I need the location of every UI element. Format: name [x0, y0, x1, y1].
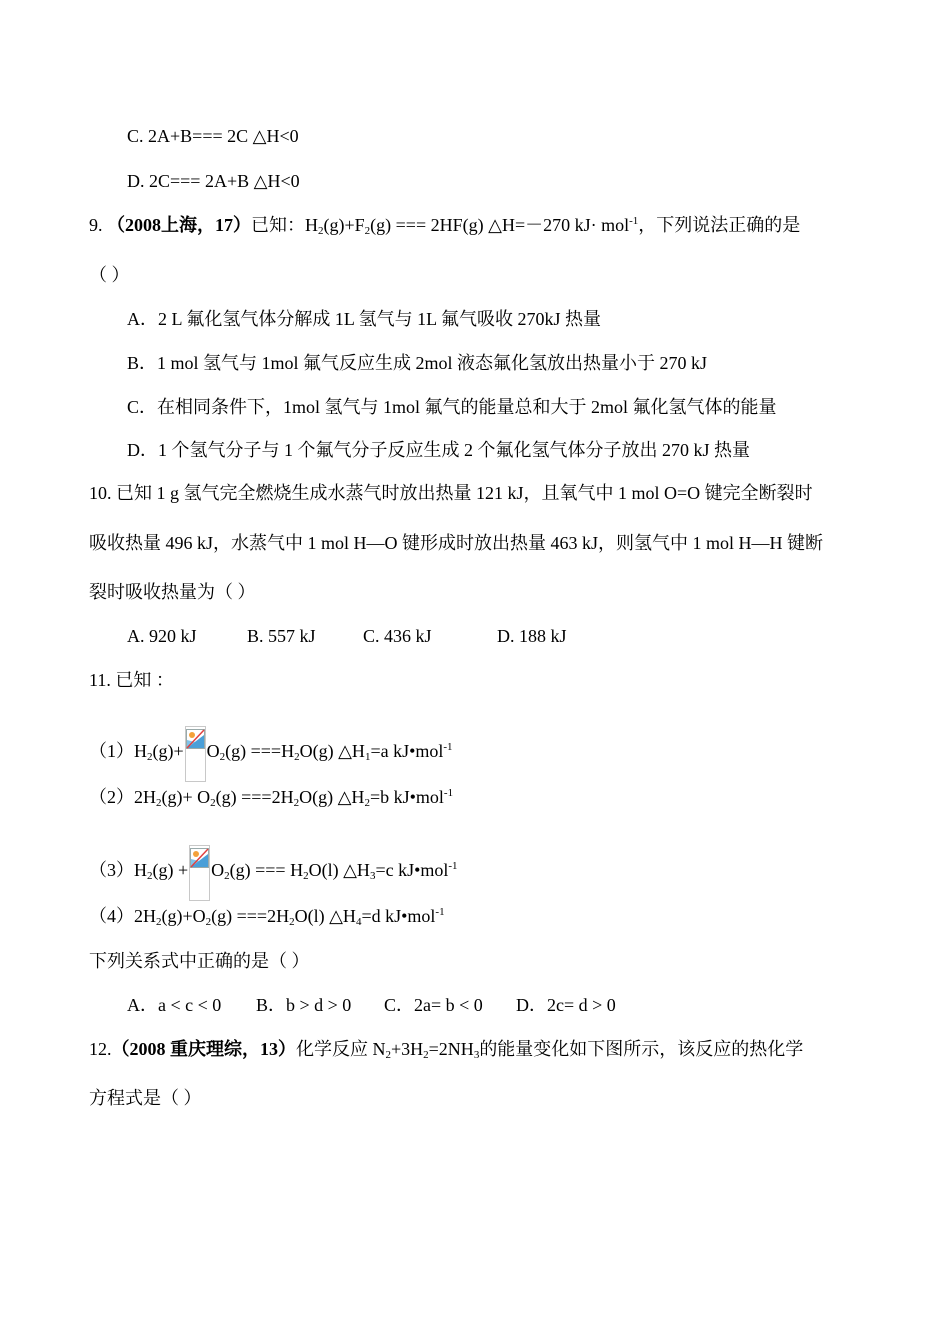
q10-option-c: C. 436 kJ: [363, 626, 432, 646]
q11-equation-1: $(1)H_2(g)+$ $O_2(g) ===H_2O(g)$ $\triangle H_1=a$ kJ•mol$^{-1}$: [89, 726, 453, 782]
q9-option-c: C．在相同条件下，1mol 氢气与 1mol 氟气的能量总和大于 2mol 氟化氢气体的能量: [127, 397, 777, 417]
q9-stem: 9. （2008上海，17）已知：$H_2(g)+F_2(g)$ === 2HF(g) △H=－270 kJ· mol$^{-1}$，下列说法正确的是: [89, 215, 801, 237]
q9-option-d: D．1 个氢气分子与 1 个氟气分子反应生成 2 个氟化氢气体分子放出 270 kJ 热量: [127, 440, 751, 460]
q9-option-a: A．2 L 氟化氢气体分解成 1L 氢气与 1L 氟气吸收 270kJ 热量: [127, 309, 601, 329]
q11-intro: 11. 已知 ：: [89, 670, 174, 690]
q11-equation-2: $(2)2H_2(g)+ O_2(g) ===2H_2O(g)$ $\triangle H_2=b$ kJ•mol$^{-1}$: [89, 787, 454, 809]
q9-answer-paren: （ ）: [89, 265, 130, 285]
q10-stem-line3: 裂时吸收热量为（ ）: [89, 582, 256, 602]
q8-option-c: C. 2A+B=== 2C △H<0: [127, 126, 299, 146]
q11-option-a: A．a < c < 0: [127, 995, 222, 1015]
q10-option-b: B. 557 kJ: [247, 626, 316, 646]
q9-option-b: B．1 mol 氢气与 1mol 氟气反应生成 2mol 液态氟化氢放出热量小于 270 kJ: [127, 353, 708, 373]
q11-option-d: D．2c= d > 0: [516, 995, 616, 1015]
fraction-image-placeholder-icon: [185, 726, 206, 782]
q11-option-b: B．b > d > 0: [256, 995, 352, 1015]
q12-stem: 12.（2008 重庆理综，13）化学反应 $N_2+3H_2=2NH_3$的能量变化如下图所示，该反应的热化学: [89, 1039, 804, 1061]
q11-equation-4: $(4)2H_2(g)+O_2(g) ===2H_2O(l)$ $\triangle H_4=d$ kJ•mol$^{-1}$: [89, 906, 445, 928]
q12-source: （2008 重庆理综，13）: [111, 1039, 296, 1059]
q10-option-a: A. 920 kJ: [127, 626, 197, 646]
q11-option-c: C．2a= b < 0: [384, 995, 483, 1015]
q11-equation-3: $(3)H_2(g)$ + $O_2(g)$ === $H_2O(l)$ $\triangle H_3=c$ kJ•mol$^{-1}$: [89, 845, 458, 901]
q10-option-d: D. 188 kJ: [497, 626, 567, 646]
q11-question: 下列关系式中正确的是（ ）: [89, 951, 310, 971]
q9-source: （2008上海，17）: [107, 215, 251, 235]
fraction-image-placeholder-icon: [189, 845, 210, 901]
q10-stem-line2: 吸收热量 496 kJ，水蒸气中 1 mol H—O 键形成时放出热量 463 kJ，则氢气中 1 mol H—H 键断: [89, 533, 824, 553]
q10-stem-line1: 10. 已知 1 g 氢气完全燃烧生成水蒸气时放出热量 121 kJ，且氧气中 1 mol O=O 键完全断裂时: [89, 483, 813, 503]
q12-stem-line2: 方程式是（ ）: [89, 1088, 202, 1108]
q8-option-d: D. 2C=== 2A+B △H<0: [127, 171, 300, 191]
